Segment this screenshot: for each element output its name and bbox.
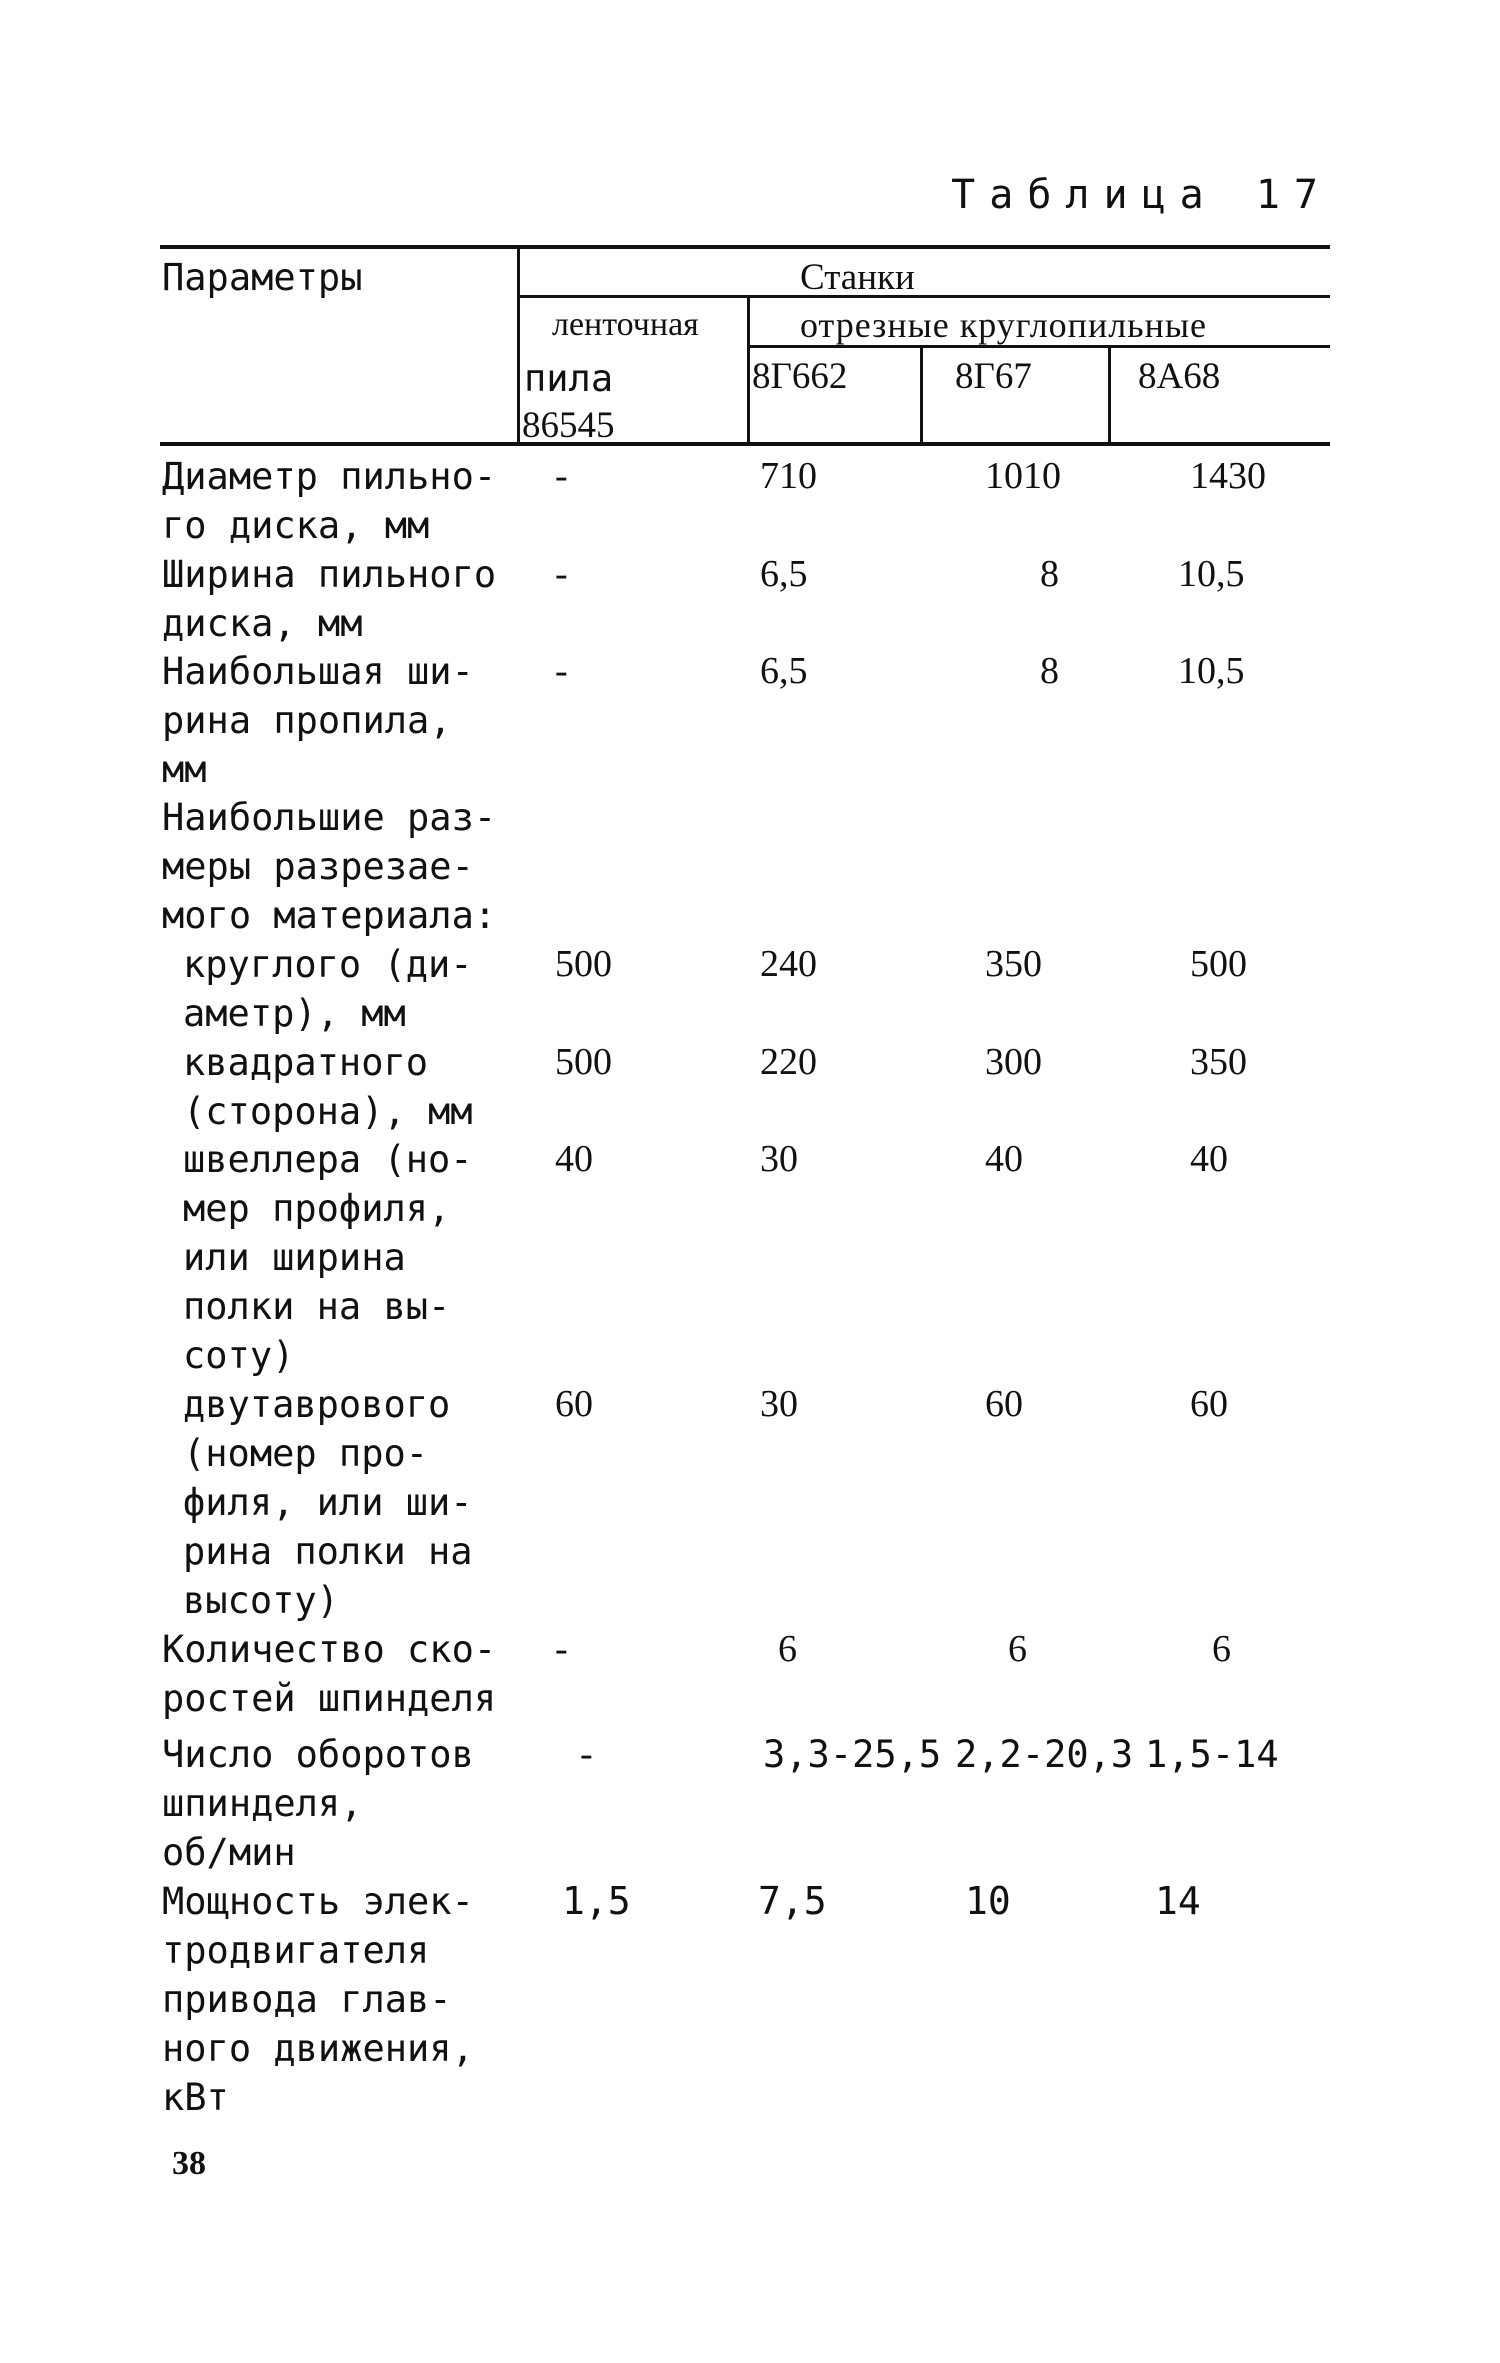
row-label-max-kerf (162, 647, 527, 794)
header-band-saw-line2: пила (524, 357, 614, 400)
row-label-round (183, 940, 548, 1038)
value-8g662: 6,5 (760, 553, 808, 595)
label-line: соту) (183, 1334, 295, 1377)
label-line: шпинделя, (162, 1782, 363, 1825)
label-line: кВт (162, 2076, 229, 2119)
value-8g67: 40 (985, 1138, 1023, 1180)
value-8g662: 6,5 (760, 650, 808, 692)
value-band: 500 (555, 943, 612, 985)
label-line: или ширина (183, 1236, 406, 1279)
value-8a68: 1,5-14 (1145, 1733, 1279, 1776)
label-line: двутаврового (183, 1383, 451, 1426)
label-line: тродвигателя (162, 1929, 430, 1972)
table-top-rule (160, 245, 1330, 249)
value-band: - (555, 553, 568, 595)
value-8a68: 10,5 (1178, 553, 1245, 595)
value-band: - (555, 1628, 568, 1670)
row-label-saw-width (162, 550, 527, 648)
value-8g67: 8 (1040, 553, 1059, 595)
label-line: мм (162, 748, 207, 791)
header-divider-params (517, 247, 520, 444)
header-divider-8g67 (1108, 347, 1111, 444)
header-machines: Станки (800, 257, 915, 298)
label-line: привода глав- (162, 1978, 452, 2021)
label-line: меры разрезае- (162, 845, 474, 888)
header-bottom-rule (160, 442, 1330, 446)
label-line: Наибольшие раз- (162, 796, 497, 839)
label-line: ного движения, (162, 2027, 474, 2070)
label-line: Наибольшая ши- (162, 650, 474, 693)
value-8a68: 10,5 (1178, 650, 1245, 692)
value-8g662: 3,3-25,5 (763, 1733, 942, 1776)
value-band: 60 (555, 1383, 593, 1425)
label-line: (сторона), мм (183, 1090, 473, 1133)
value-8g662: 6 (778, 1628, 797, 1670)
value-8a68: 60 (1190, 1383, 1228, 1425)
table-title: Таблица 17 (951, 172, 1332, 218)
label-line: Диаметр пильно- (162, 455, 497, 498)
header-model-8a68: 8А68 (1138, 356, 1221, 397)
label-line: рина пропила, (162, 699, 452, 742)
value-band: 500 (555, 1041, 612, 1083)
label-line: Ширина пильного (162, 553, 497, 596)
label-line: диска, мм (162, 602, 363, 645)
row-label-spindle-rpm (162, 1730, 527, 1877)
label-line: го диска, мм (162, 504, 430, 547)
value-8a68: 6 (1212, 1628, 1231, 1670)
label-line: швеллера (но- (183, 1138, 473, 1181)
label-line: мого материала: (162, 894, 497, 937)
label-line: (номер про- (183, 1432, 429, 1475)
value-8g662: 7,5 (758, 1879, 827, 1923)
label-line: филя, или ши- (183, 1481, 473, 1524)
label-line: рина полки на (183, 1530, 473, 1573)
header-band-saw-model: 86545 (522, 405, 615, 446)
label-line: мер профиля, (183, 1187, 451, 1230)
value-8g67: 8 (1040, 650, 1059, 692)
value-band: 1,5 (562, 1879, 631, 1923)
value-8a68: 40 (1190, 1138, 1228, 1180)
row-label-i-beam (183, 1380, 548, 1625)
label-line: высоту) (183, 1579, 339, 1622)
value-band: - (555, 650, 568, 692)
row-label-saw-diameter (162, 452, 527, 550)
row-label-max-material-size (162, 793, 527, 940)
header-model-8g662: 8Г662 (752, 356, 848, 397)
label-line: аметр), мм (183, 992, 406, 1035)
value-8g67: 6 (1008, 1628, 1027, 1670)
value-band: - (580, 1733, 593, 1775)
row-label-square (183, 1038, 548, 1136)
label-line: Мощность элек- (162, 1880, 474, 1923)
header-cutoff-circular: отрезные круглопильные (800, 305, 1208, 345)
label-line: полки на вы- (183, 1285, 451, 1328)
value-8g67: 10 (965, 1879, 1011, 1923)
label-line: ростей шпинделя (162, 1677, 497, 1720)
value-band: 40 (555, 1138, 593, 1180)
header-divider-band (747, 297, 750, 444)
value-8a68: 1430 (1190, 455, 1266, 497)
value-8g662: 240 (760, 943, 817, 985)
value-8a68: 14 (1155, 1879, 1201, 1923)
value-8g662: 220 (760, 1041, 817, 1083)
value-8g67: 350 (985, 943, 1042, 985)
value-8g662: 30 (760, 1138, 798, 1180)
row-label-channel (183, 1135, 548, 1380)
value-band: - (555, 455, 568, 497)
label-line: Количество ско- (162, 1628, 497, 1671)
header-rule-machines (518, 295, 1330, 298)
header-divider-8g662 (920, 347, 923, 444)
value-8g67: 1010 (985, 455, 1061, 497)
header-model-8g67: 8Г67 (955, 356, 1032, 397)
value-8g662: 710 (760, 455, 817, 497)
value-8g67: 300 (985, 1041, 1042, 1083)
header-band-saw: ленточная (552, 306, 699, 343)
label-line: квадратного (183, 1041, 429, 1084)
value-8a68: 500 (1190, 943, 1247, 985)
label-line: об/мин (162, 1831, 296, 1874)
row-label-motor-power (162, 1877, 527, 2122)
value-8g67: 2,2-20,3 (955, 1733, 1134, 1776)
value-8a68: 350 (1190, 1041, 1247, 1083)
value-8g67: 60 (985, 1383, 1023, 1425)
label-line: круглого (ди- (183, 943, 473, 986)
value-8g662: 30 (760, 1383, 798, 1425)
row-label-spindle-speed-count (162, 1625, 527, 1723)
label-line: Число оборотов (162, 1733, 474, 1776)
page-number: 38 (172, 2145, 206, 2182)
header-params: Параметры (162, 256, 363, 299)
